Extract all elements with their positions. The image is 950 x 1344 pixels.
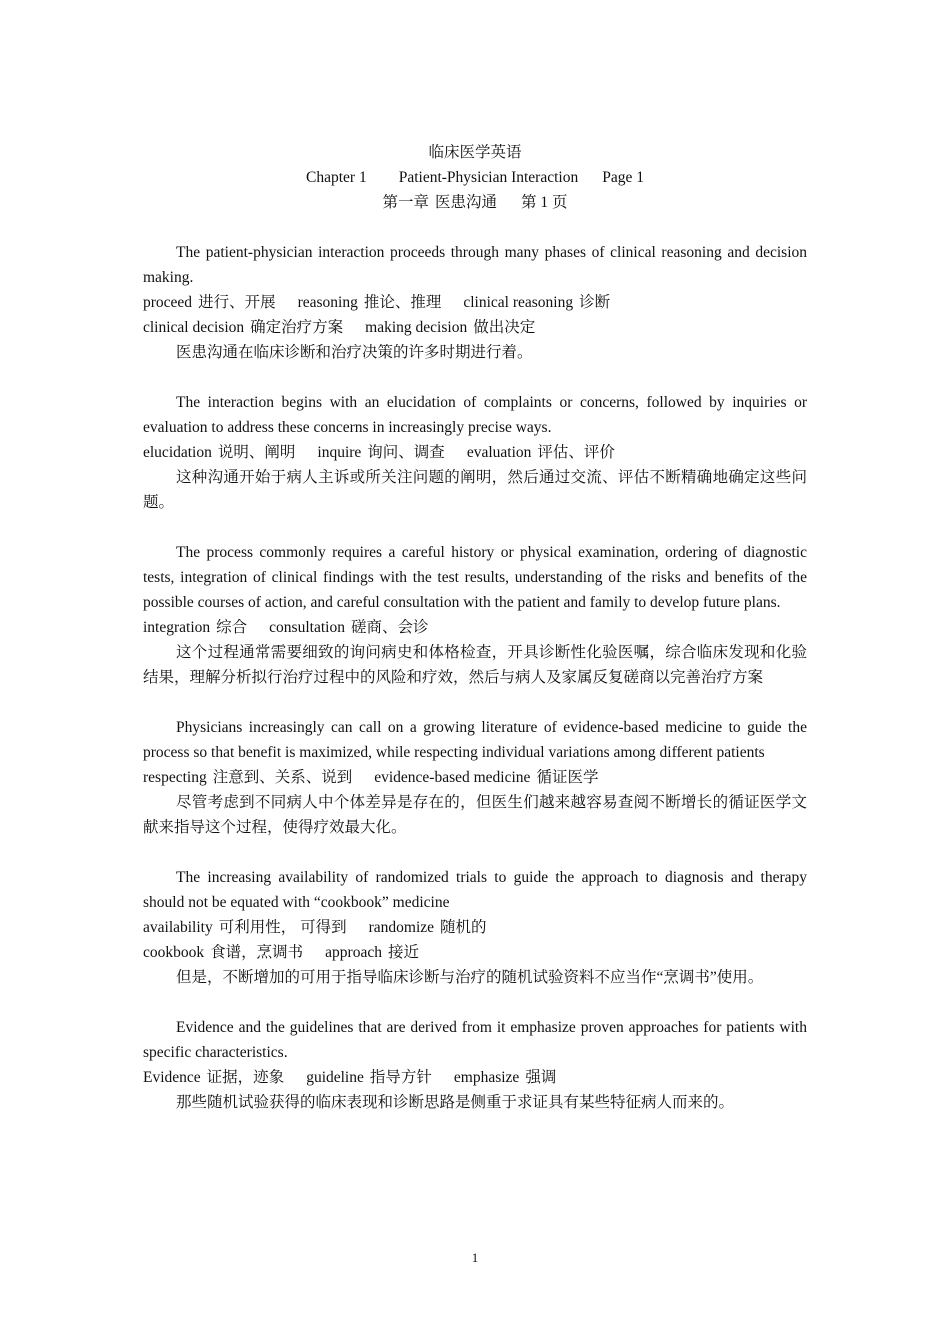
chapter-line-zh xyxy=(143,190,807,215)
vocab-term: integration xyxy=(143,619,211,636)
vocab-entry xyxy=(143,615,247,640)
vocab-meaning: 循证医学 xyxy=(536,769,599,786)
vocab-term: inquire xyxy=(317,444,362,461)
vocab-entry xyxy=(143,1065,284,1090)
vocab-entry xyxy=(269,615,428,640)
vocab-entry xyxy=(463,290,610,315)
paragraph-section xyxy=(143,240,807,365)
chinese-translation: 这种沟通开始于病人主诉或所关注问题的阐明，然后通过交流、评估不断精确地确定这些问题。 xyxy=(143,469,807,511)
vocab-line xyxy=(143,615,807,640)
vocab-line xyxy=(143,290,807,315)
paragraph-section xyxy=(143,390,807,515)
chapter-title-zh: 医患沟通 xyxy=(434,194,497,211)
vocab-line xyxy=(143,1065,807,1090)
vocab-entry xyxy=(298,290,442,315)
vocab-meaning: 进行、开展 xyxy=(198,294,276,311)
chapter-number: Chapter 1 xyxy=(306,169,367,186)
vocab-meaning: 询问、调查 xyxy=(367,444,445,461)
chinese-translation: 尽管考虑到不同病人中个体差异是存在的，但医生们越来越容易查阅不断增长的循证医学文献来指导这个过程，使得疗效最大化。 xyxy=(143,794,807,836)
vocab-term: reasoning xyxy=(297,294,358,311)
english-paragraph: The increasing availability of randomized trials to guide the approach to diagnosis and therapy should not be equated with “cookbook” medicine xyxy=(143,869,807,911)
english-paragraph: Physicians increasingly can call on a growing literature of evidence-based medicine to guide the process so that benefit is maximized, while respecting individual variations among different patients xyxy=(143,719,807,761)
vocab-meaning: 随机的 xyxy=(440,919,487,936)
paragraph-spacer xyxy=(143,515,807,540)
vocab-meaning: 诊断 xyxy=(579,294,611,311)
vocab-meaning: 推论、推理 xyxy=(363,294,442,311)
page-label-zh: 第 1 页 xyxy=(521,194,568,211)
english-paragraph: The patient-physician interaction proceeds through many phases of clinical reasoning and decision making. xyxy=(143,244,807,286)
vocab-meaning: 做出决定 xyxy=(473,319,536,336)
vocab-term: respecting xyxy=(143,769,207,786)
vocab-term: guideline xyxy=(306,1069,364,1086)
document-header xyxy=(143,140,807,215)
paragraph-section xyxy=(143,1015,807,1115)
page-number: 1 xyxy=(471,1250,479,1265)
vocab-term: availability xyxy=(143,919,213,936)
vocab-entry xyxy=(374,765,598,790)
vocab-term: cookbook xyxy=(143,944,205,961)
vocab-meaning: 接近 xyxy=(387,944,419,961)
document-body xyxy=(143,215,807,1115)
english-paragraph: Evidence and the guidelines that are derived from it emphasize proven approaches for patients with specific characteristics. xyxy=(143,1019,807,1061)
vocab-line xyxy=(143,765,807,790)
paragraph-spacer xyxy=(143,690,807,715)
vocab-term: consultation xyxy=(269,619,345,636)
vocab-meaning: 评估、评价 xyxy=(537,444,615,461)
vocab-term: approach xyxy=(325,944,382,961)
vocab-meaning: 综合 xyxy=(216,619,248,636)
vocab-entry xyxy=(306,1065,432,1090)
vocab-entry xyxy=(467,440,615,465)
vocab-term: elucidation xyxy=(143,444,212,461)
vocab-meaning: 注意到、关系、说到 xyxy=(212,769,353,786)
vocab-entry xyxy=(454,1065,556,1090)
document-title: 临床医学英语 xyxy=(428,144,522,161)
vocab-entry xyxy=(325,940,419,965)
chinese-translation: 那些随机试验获得的临床表现和诊断思路是侧重于求证具有某些特征病人而来的。 xyxy=(176,1094,735,1111)
vocab-entry xyxy=(317,440,444,465)
document-page xyxy=(143,140,807,1115)
vocab-term: clinical decision xyxy=(143,319,245,336)
page-label: Page 1 xyxy=(602,169,644,186)
vocab-term: evaluation xyxy=(466,444,532,461)
vocab-entry xyxy=(143,290,276,315)
vocab-term: proceed xyxy=(143,294,193,311)
vocab-meaning: 磋商、会诊 xyxy=(350,619,429,636)
vocab-entry xyxy=(143,940,303,965)
vocab-term: emphasize xyxy=(453,1069,520,1086)
english-paragraph: The process commonly requires a careful history or physical examination, ordering of diagnostic tests, integration of clinical findings with the test results, understanding of the risks and benefits of the possible courses of action, and careful consultation with the patient and family to develop future plans. xyxy=(143,544,807,611)
vocab-term: clinical reasoning xyxy=(463,294,574,311)
paragraph-section xyxy=(143,540,807,690)
paragraph-spacer xyxy=(143,840,807,865)
vocab-line xyxy=(143,915,807,940)
vocab-meaning: 强调 xyxy=(525,1069,557,1086)
vocab-entry xyxy=(143,315,343,340)
vocab-meaning: 可利用性， 可得到 xyxy=(218,919,347,936)
vocab-term: randomize xyxy=(368,919,435,936)
vocab-entry xyxy=(143,440,295,465)
paragraph-spacer xyxy=(143,365,807,390)
vocab-meaning: 证据，迹象 xyxy=(206,1069,285,1086)
vocab-meaning: 指导方针 xyxy=(369,1069,432,1086)
paragraph-section xyxy=(143,715,807,840)
chapter-title: Patient-Physician Interaction xyxy=(398,169,579,186)
vocab-meaning: 说明、阐明 xyxy=(217,444,296,461)
vocab-entry xyxy=(365,315,535,340)
chinese-translation: 但是，不断增加的可用于指导临床诊断与治疗的随机试验资料不应当作“烹调书”使用。 xyxy=(176,969,764,986)
paragraph-spacer xyxy=(143,215,807,240)
vocab-line xyxy=(143,940,807,965)
chapter-line xyxy=(143,165,807,190)
vocab-entry xyxy=(143,765,352,790)
chinese-translation: 医患沟通在临床诊断和治疗决策的许多时期进行着。 xyxy=(176,344,533,361)
vocab-term: making decision xyxy=(365,319,468,336)
english-paragraph: The interaction begins with an elucidation of complaints or concerns, followed by inquiries or evaluation to address these concerns in increasingly precise ways. xyxy=(143,394,807,436)
vocab-meaning: 食谱，烹调书 xyxy=(210,944,304,961)
vocab-line xyxy=(143,315,807,340)
vocab-entry xyxy=(369,915,487,940)
chinese-translation: 这个过程通常需要细致的询问病史和体格检查，开具诊断性化验医嘱，综合临床发现和化验结果，理解分析拟行治疗过程中的风险和疗效，然后与病人及家属反复磋商以完善治疗方案 xyxy=(143,644,807,686)
paragraph-spacer xyxy=(143,990,807,1015)
vocab-meaning: 确定治疗方案 xyxy=(250,319,344,336)
vocab-term: evidence-based medicine xyxy=(374,769,531,786)
chapter-number-zh: 第一章 xyxy=(382,194,429,211)
vocab-entry xyxy=(143,915,347,940)
paragraph-section xyxy=(143,865,807,990)
vocab-term: Evidence xyxy=(143,1069,201,1086)
vocab-line xyxy=(143,440,807,465)
